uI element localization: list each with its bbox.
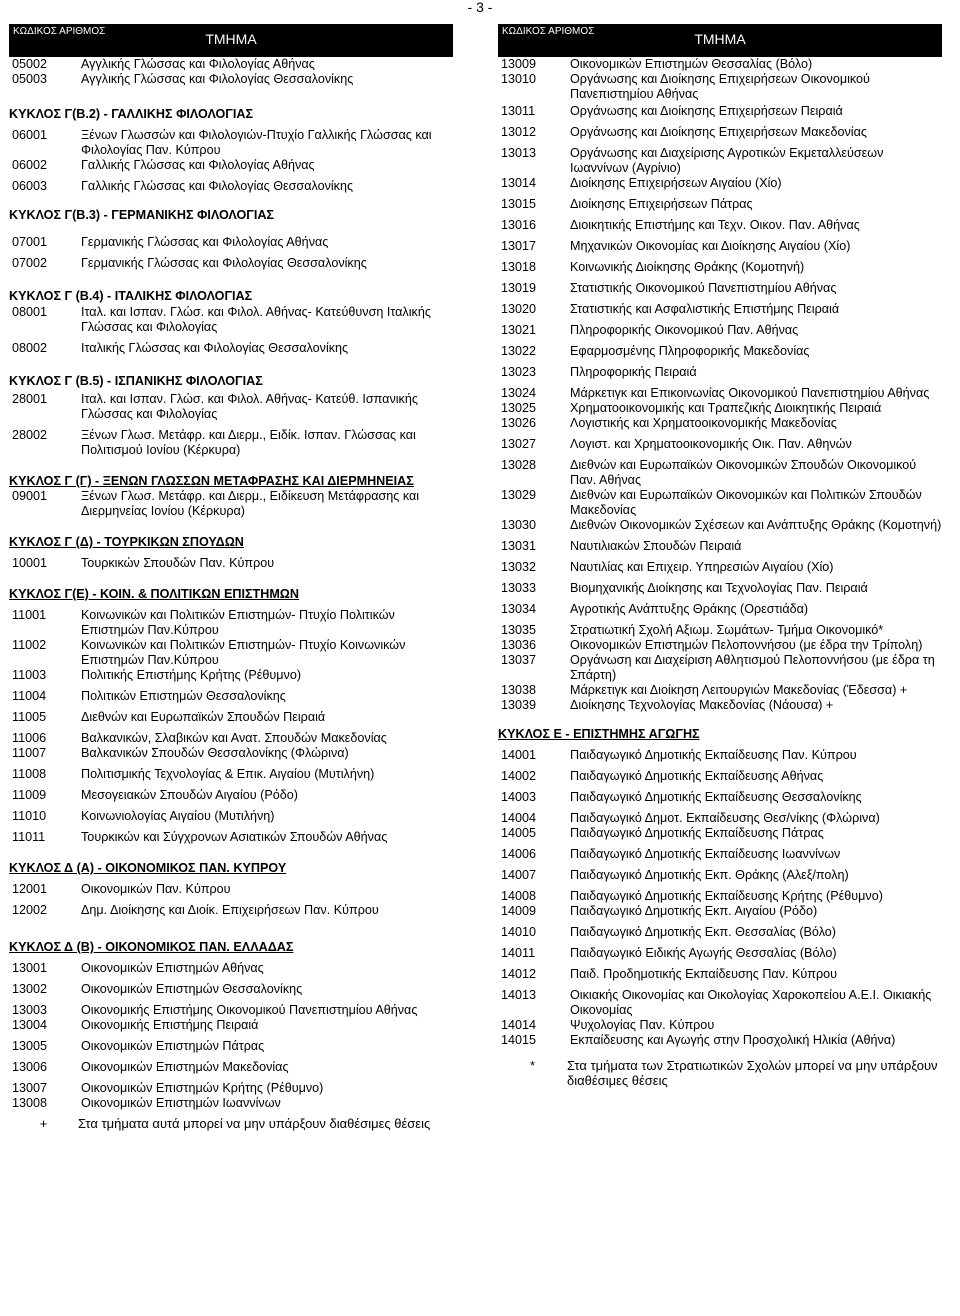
department-code: 11006 [12,731,47,745]
department-code: 13011 [501,104,536,118]
department-name: Πολιτικής Επιστήμης Κρήτης (Ρέθυμνο) [81,668,302,682]
department-row [498,617,942,638]
department-code: 13017 [501,239,537,253]
department-row [498,140,942,176]
department-row [498,763,942,784]
department-code: 13005 [12,1039,48,1053]
department-name: Παιδαγωγικό Δημοτικής Εκπ. Αιγαίου (Ρόδο) [570,904,818,918]
section-heading: ΚΥΚΛΟΣ Γ(Ε) - ΚΟΙΝ. & ΠΟΛΙΤΙΚΩΝ ΕΠΙΣΤΗΜΩΝ [9,587,299,601]
department-row [9,389,453,422]
department-row [498,338,942,359]
department-name: Οικονομικών Επιστημών Μακεδονίας [81,1060,289,1074]
department-code: 13038 [501,683,537,697]
section-heading: ΚΥΚΛΟΣ Γ(Β.2) - ΓΑΛΛΙΚΗΣ ΦΙΛΟΛΟΓΙΑΣ [9,107,254,121]
department-row [498,596,942,617]
department-name: Πληροφορικής Οικονομικού Παν. Αθήνας [570,323,799,337]
department-row [9,638,453,668]
department-name: Πολιτισμικής Τεχνολογίας & Επικ. Αιγαίου (Μυτιλήνη) [81,767,375,781]
department-code: 13034 [501,602,537,616]
department-name: Οργάνωσης και Διοίκησης Επιχειρήσεων Μακεδονίας [570,125,867,139]
department-name: Ναυτιλιακών Σπουδών Πειραιά [570,539,742,553]
department-row [498,784,942,805]
department-code: 14008 [501,889,537,903]
department-name: Πληροφορικής Πειραιά [570,365,697,379]
department-name: Ιταλ. και Ισπαν. Γλώσ. και Φιλολ. Αθήνας- Κατεύθ. Ισπανικής Γλώσσας και Φιλολογίας [81,392,418,421]
department-code: 14006 [501,847,537,861]
department-code: 11009 [12,788,47,802]
department-code: 13033 [501,581,537,595]
department-code: 13039 [501,698,537,712]
department-name: Διεθνών και Ευρωπαϊκών Σπουδών Πειραιά [81,710,326,724]
department-name: Κοινωνικής Διοίκησης Θράκης (Κομοτηνή) [570,260,805,274]
department-row [498,431,942,452]
department-code: 07001 [12,235,48,249]
department-name: Οικιακής Οικονομίας και Οικολογίας Χαροκοπείου Α.Ε.Ι. Οικιακής Οικονομίας [570,988,932,1017]
department-code: 13020 [501,302,537,316]
department-row [498,554,942,575]
department-row [9,725,453,746]
section-heading: ΚΥΚΛΟΣ Γ(Β.3) - ΓΕΡΜΑΝΙΚΗΣ ΦΙΛΟΛΟΓΙΑΣ [9,208,274,222]
department-column-header: ΤΜΗΜΑ [694,31,746,47]
department-code: 14011 [501,946,536,960]
department-name: Οργάνωσης και Διοίκησης Επιχειρήσεων Οικονομικού Πανεπιστημίου Αθήνας [570,72,870,101]
department-code: 13023 [501,365,537,379]
department-row [9,876,453,897]
department-name: Παιδαγωγικό Δημοτικής Εκπ. Θράκης (Αλεξ/πολη) [570,868,849,882]
department-name: Μάρκετιγκ και Διοίκηση Λειτουργιών Μακεδονίας (Έδεσσα) + [570,683,908,697]
department-code: 13029 [501,488,537,502]
department-name: Διεθνών και Ευρωπαϊκών Οικονομικών και Πολιτικών Σπουδών Μακεδονίας [570,488,922,517]
department-row [498,698,942,713]
department-code: 13019 [501,281,537,295]
department-name: Πολιτικών Επιστημών Θεσσαλονίκης [81,689,286,703]
department-code: 11008 [12,767,47,781]
section-heading: ΚΥΚΛΟΣ Γ (Β.5) - ΙΣΠΑΝΙΚΗΣ ΦΙΛΟΛΟΓΙΑΣ [9,374,263,388]
department-name: Κοινωνιολογίας Αιγαίου (Μυτιλήνη) [81,809,275,823]
department-row [9,668,453,683]
department-row [498,401,942,416]
department-code: 06001 [12,128,48,142]
department-row [9,1033,453,1054]
department-row [498,55,942,72]
section-heading: ΚΥΚΛΟΣ Γ (Β.4) - ΙΤΑΛΙΚΗΣ ΦΙΛΟΛΟΓΙΑΣ [9,289,253,303]
left-list [9,55,453,1131]
department-code: 13031 [501,539,537,553]
department-name: Βιομηχανικής Διοίκησης και Τεχνολογίας Παν. Πειραιά [570,581,868,595]
department-name: Μηχανικών Οικονομίας και Διοίκησης Αιγαίου (Χίο) [570,239,851,253]
department-row [498,416,942,431]
department-name: Στατιστικής Οικονομικού Πανεπιστημίου Αθήνας [570,281,837,295]
department-name: Οικονομικών Επιστημών Θεσσαλίας (Βόλο) [570,57,813,71]
department-code: 05002 [12,57,48,71]
department-code: 13027 [501,437,537,451]
department-name: Διοίκησης Επιχειρήσεων Πάτρας [570,197,753,211]
department-row [9,1018,453,1033]
department-row [498,275,942,296]
department-name: Διεθνών Οικονομικών Σχέσεων και Ανάπτυξης Θράκης (Κομοτηνή) [570,518,942,532]
right-list [498,55,942,1088]
department-row [498,1018,942,1033]
department-code: 13013 [501,146,537,160]
department-row [498,742,942,763]
department-row [498,653,942,683]
department-name: Γαλλικής Γλώσσας και Φιλολογίας Θεσσαλονίκης [81,179,354,193]
department-row [498,683,942,698]
department-row [498,518,942,533]
department-code: 13006 [12,1060,48,1074]
department-row [9,122,453,158]
department-name: Χρηματοοικονομικής και Τραπεζικής Διοικητικής Πειραιά [570,401,882,415]
department-name: Παιδαγωγικό Δημοτικής Εκπαίδευσης Πάτρας [570,826,824,840]
department-code: 09001 [12,489,48,503]
department-row [9,746,453,761]
department-row [9,1096,453,1111]
department-code: 11003 [12,668,47,682]
department-name: Οικονομικών Επιστημών Πελοποννήσου (με έδρα την Τρίπολη) [570,638,923,652]
footnote [9,1111,453,1131]
department-row [498,982,942,1018]
table-header [9,24,453,57]
department-code: 05003 [12,72,48,86]
department-row [9,602,453,638]
department-name: Διοίκησης Τεχνολογίας Μακεδονίας (Νάουσα) + [570,698,834,712]
page-number: - 3 - [467,0,493,15]
department-code: 13016 [501,218,537,232]
department-code: 11001 [12,608,47,622]
department-row [9,976,453,997]
department-code: 14005 [501,826,537,840]
table-header [498,24,942,57]
department-row [9,897,453,918]
department-row [498,176,942,191]
department-code: 13009 [501,57,537,71]
department-row [498,638,942,653]
department-name: Τουρκικών και Σύγχρονων Ασιατικών Σπουδών Αθήνας [81,830,388,844]
department-name: Στρατιωτική Σχολή Αξιωμ. Σωμάτων- Τμήμα Οικονομικό* [570,623,884,637]
department-code: 14010 [501,925,537,939]
department-code: 08001 [12,305,48,319]
department-row [9,761,453,782]
department-name: Ξένων Γλωσ. Μετάφρ. και Διερμ., Ειδίκευση Μετάφρασης και Διερμηνείας Ιονίου (Κέρκυρα) [81,489,420,518]
department-name: Ξένων Γλωσ. Μετάφρ. και Διερμ., Ειδίκ. Ισπαν. Γλώσσας και Πολιτισμού Ιονίου (Κέρκυρα) [81,428,416,457]
code-column-header: ΚΩΔΙΚΟΣ ΑΡΙΘΜΟΣ [13,26,106,37]
department-name: Γαλλικής Γλώσσας και Φιλολογίας Αθήνας [81,158,315,172]
department-code: 13018 [501,260,537,274]
department-code: 11004 [12,689,47,703]
department-code: 14004 [501,811,537,825]
department-row [9,72,453,87]
department-code: 11005 [12,710,47,724]
department-name: Οικονομικής Επιστήμης Οικονομικού Πανεπιστημίου Αθήνας [81,1003,418,1017]
department-row [9,55,453,72]
section-heading: ΚΥΚΛΟΣ Δ (Β) - ΟΙΚΟΝΟΜΙΚΟΣ ΠΑΝ. ΕΛΛΑΔΑΣ [9,940,294,954]
department-code: 13037 [501,653,537,667]
footnote-mark: * [529,1058,536,1073]
department-code: 07002 [12,256,48,270]
department-row [9,782,453,803]
department-code: 14015 [501,1033,537,1047]
department-code: 14009 [501,904,537,918]
department-code: 13001 [12,961,48,975]
department-name: Οικονομικών Επιστημών Ιωαννίνων [81,1096,281,1110]
department-name: Εκπαίδευσης και Αγωγής στην Προσχολική Ηλικία (Αθήνα) [570,1033,896,1047]
department-name: Διοικητικής Επιστήμης και Τεχν. Οικον. Παν. Αθήνας [570,218,860,232]
department-name: Διοίκησης Επιχειρήσεων Αιγαίου (Χίο) [570,176,782,190]
department-name: Οικονομικών Επιστημών Κρήτης (Ρέθυμνο) [81,1081,324,1095]
department-name: Στατιστικής και Ασφαλιστικής Επιστήμης Πειραιά [570,302,840,316]
department-code: 14012 [501,967,537,981]
section-heading: ΚΥΚΛΟΣ Γ (Δ) - ΤΟΥΡΚΙΚΩΝ ΣΠΟΥΔΩΝ [9,535,244,549]
department-name: Ψυχολογίας Παν. Κύπρου [570,1018,715,1032]
department-name: Δημ. Διοίκησης και Διοίκ. Επιχειρήσεων Παν. Κύπρου [81,903,379,917]
department-row [498,533,942,554]
department-row [498,488,942,518]
department-code: 13015 [501,197,537,211]
code-column-header: ΚΩΔΙΚΟΣ ΑΡΙΘΜΟΣ [502,26,595,37]
department-row [498,359,942,380]
department-row [498,862,942,883]
department-row [9,683,453,704]
department-row [498,119,942,140]
department-name: Παιδαγωγικό Δημοτικής Εκπαίδευσης Αθήνας [570,769,824,783]
department-row [498,317,942,338]
department-name: Βαλκανικών, Σλαβικών και Ανατ. Σπουδών Μακεδονίας [81,731,387,745]
department-row [498,254,942,275]
department-name: Παιδαγωγικό Δημοτικής Εκπαίδευσης Παν. Κύπρου [570,748,857,762]
department-code: 13024 [501,386,537,400]
department-name: Οργάνωσης και Διοίκησης Επιχειρήσεων Πειραιά [570,104,843,118]
department-name: Οργάνωση και Διαχείριση Αθλητισμού Πελοποννήσου (με έδρα τη Σπάρτη) [570,653,935,682]
department-row [9,250,453,271]
department-row [498,233,942,254]
department-code: 13003 [12,1003,48,1017]
department-name: Παιδαγωγικό Δημοτικής Εκπαίδευσης Θεσσαλονίκης [570,790,862,804]
department-row [9,1054,453,1075]
department-name: Γερμανικής Γλώσσας και Φιλολογίας Αθήνας [81,235,329,249]
section-heading: ΚΥΚΛΟΣ Δ (Α) - ΟΙΚΟΝΟΜΙΚΟΣ ΠΑΝ. ΚΥΠΡΟΥ [9,861,287,875]
department-code: 13030 [501,518,537,532]
department-row [9,1075,453,1096]
department-name: Τουρκικών Σπουδών Παν. Κύπρου [81,556,275,570]
department-row [498,452,942,488]
department-name: Αγγλικής Γλώσσας και Φιλολογίας Θεσσαλονίκης [81,72,354,86]
department-name: Μάρκετιγκ και Επικοινωνίας Οικονομικού Πανεπιστημίου Αθήνας [570,386,930,400]
department-code: 13010 [501,72,537,86]
footnote-text: Στα τμήματα των Στρατιωτικών Σχολών μπορεί να μην υπάρξουν διαθέσιμες θέσεις [567,1058,938,1088]
department-code: 13035 [501,623,537,637]
department-row [498,1033,942,1048]
department-name: Οικονομικής Επιστήμης Πειραιά [81,1018,259,1032]
department-row [498,805,942,826]
department-code: 13026 [501,416,537,430]
department-code: 14003 [501,790,537,804]
department-code: 13004 [12,1018,48,1032]
department-name: Μεσογειακών Σπουδών Αιγαίου (Ρόδο) [81,788,298,802]
department-code: 13022 [501,344,537,358]
department-name: Παιδαγωγικό Δημοτικής Εκπαίδευσης Κρήτης (Ρέθυμνο) [570,889,883,903]
section-heading: ΚΥΚΛΟΣ Ε - ΕΠΙΣΤΗΜΗΣ ΑΓΩΓΗΣ [498,727,700,741]
department-row [498,296,942,317]
department-code: 08002 [12,341,48,355]
department-row [498,72,942,102]
department-code: 13012 [501,125,537,139]
department-code: 14013 [501,988,537,1002]
department-code: 13007 [12,1081,48,1095]
department-code: 13014 [501,176,537,190]
department-row [9,955,453,976]
department-code: 13036 [501,638,537,652]
department-name: Παιδαγωγικό Δημοτικής Εκπ. Θεσσαλίας (Βόλο) [570,925,837,939]
department-code: 14002 [501,769,537,783]
department-name: Εφαρμοσμένης Πληροφορικής Μακεδονίας [570,344,810,358]
department-name: Παιδαγωγικό Ειδικής Αγωγής Θεσσαλίας (Βόλο) [570,946,837,960]
department-row [498,904,942,919]
department-code: 14001 [501,748,537,762]
department-code: 14014 [501,1018,537,1032]
department-row [498,191,942,212]
department-name: Διεθνών και Ευρωπαϊκών Οικονομικών Σπουδών Οικονομικού Παν. Αθήνας [570,458,917,487]
department-row [498,380,942,401]
department-name: Παιδαγωγικό Δημοτ. Εκπαίδευσης Θεσ/νίκης (Φλώρινα) [570,811,880,825]
department-row [498,883,942,904]
department-code: 14007 [501,868,537,882]
department-name: Οικονομικών Επιστημών Πάτρας [81,1039,265,1053]
department-name: Ναυτιλίας και Επιχειρ. Υπηρεσιών Αιγαίου (Χίο) [570,560,834,574]
department-row [498,961,942,982]
department-name: Λογιστικής και Χρηματοοικονομικής Μακεδονίας [570,416,837,430]
department-name: Οικονομικών Επιστημών Αθήνας [81,961,264,975]
department-row [9,803,453,824]
department-name: Ιταλ. και Ισπαν. Γλώσ. και Φιλολ. Αθήνας- Κατεύθυνση Ιταλικής Γλώσσας και Φιλολογίας [81,305,431,334]
department-name: Παιδαγωγικό Δημοτικής Εκπαίδευσης Ιωαννίνων [570,847,841,861]
department-code: 13028 [501,458,537,472]
department-name: Παιδ. Προδημοτικής Εκπαίδευσης Παν. Κύπρου [570,967,838,981]
department-row [498,919,942,940]
department-row [9,997,453,1018]
footnote-text: Στα τμήματα αυτά μπορεί να μην υπάρξουν διαθέσιμες θέσεις [78,1116,431,1131]
department-code: 13025 [501,401,537,415]
department-name: Οικονομικών Επιστημών Θεσσαλονίκης [81,982,303,996]
department-row [9,704,453,725]
department-row [9,824,453,845]
department-row [498,826,942,841]
department-row [9,173,453,194]
department-code: 06003 [12,179,48,193]
footnote-mark: + [39,1116,48,1131]
department-code: 12002 [12,903,48,917]
department-column-header: ΤΜΗΜΑ [205,31,257,47]
department-name: Οργάνωσης και Διαχείρισης Αγροτικών Εκμεταλλεύσεων Ιωαννίνων (Αγρίνιο) [570,146,884,175]
department-code: 10001 [12,556,48,570]
department-row [9,223,453,250]
department-row [9,550,453,571]
department-row [498,575,942,596]
department-row [9,304,453,335]
department-code: 11011 [12,830,46,844]
department-code: 28002 [12,428,48,442]
department-name: Ξένων Γλωσσών και Φιλολογιών-Πτυχίο Γαλλικής Γλώσσας και Φιλολογίας Παν. Κύπρου [81,128,432,157]
department-code: 13021 [501,323,537,337]
department-name: Αγροτικής Ανάπτυξης Θράκης (Ορεστιάδα) [570,602,809,616]
department-row [9,489,453,519]
footnote [498,1048,942,1088]
department-code: 13008 [12,1096,48,1110]
section-heading: ΚΥΚΛΟΣ Γ (Γ) - ΞΕΝΩΝ ΓΛΩΣΣΩΝ ΜΕΤΑΦΡΑΣΗΣ ΚΑΙ ΔΙΕΡΜΗΝΕΙΑΣ [9,474,414,488]
department-name: Κοινωνικών και Πολιτικών Επιστημών- Πτυχίο Κοινωνικών Επιστημών Παν.Κύπρου [81,638,406,667]
department-row [9,158,453,173]
department-code: 13002 [12,982,48,996]
department-row [498,102,942,119]
department-name: Γερμανικής Γλώσσας και Φιλολογίας Θεσσαλονίκης [81,256,367,270]
department-name: Αγγλικής Γλώσσας και Φιλολογίας Αθήνας [81,57,315,71]
department-row [498,841,942,862]
department-code: 06002 [12,158,48,172]
department-name: Βαλκανικών Σπουδών Θεσσαλονίκης (Φλώρινα) [81,746,349,760]
department-code: 11007 [12,746,47,760]
department-row [9,422,453,458]
department-name: Λογιστ. και Χρηματοοικονομικής Οικ. Παν. Αθηνών [570,437,852,451]
department-row [498,212,942,233]
department-code: 28001 [12,392,48,406]
department-row [498,940,942,961]
department-code: 13032 [501,560,537,574]
department-code: 11002 [12,638,47,652]
department-code: 11010 [12,809,47,823]
department-name: Οικονομικών Παν. Κύπρου [81,882,231,896]
department-name: Κοινωνικών και Πολιτικών Επιστημών- Πτυχίο Πολιτικών Επιστημών Παν.Κύπρου [81,608,395,637]
department-name: Ιταλικής Γλώσσας και Φιλολογίας Θεσσαλονίκης [81,341,349,355]
department-row [9,335,453,356]
department-code: 12001 [12,882,48,896]
